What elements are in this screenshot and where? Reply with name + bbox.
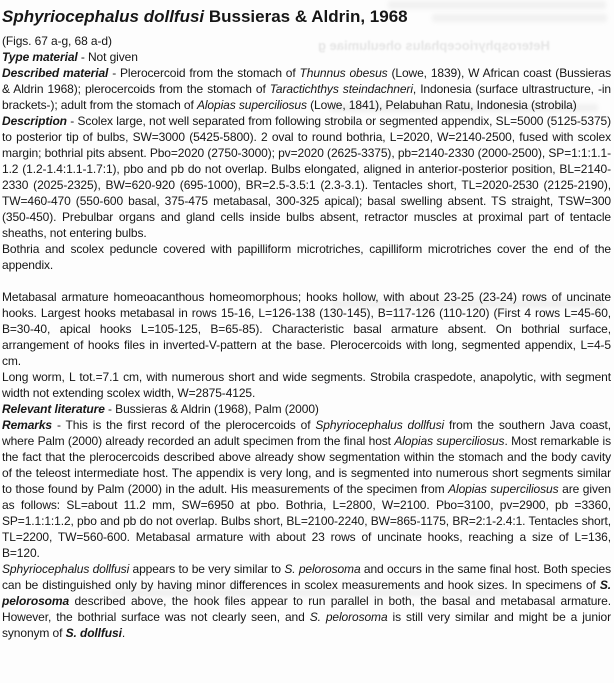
strobila-paragraph — [2, 369, 611, 401]
text-segment: Bussieras & Aldrin, 1968 — [204, 7, 408, 26]
text-segment: described above, the hook files appear to run parallel in both, the basal and metabasal armature. However, the bothrial surface was not clearly seen, and — [2, 594, 611, 624]
type-material — [2, 49, 611, 65]
text-segment: Description — [2, 114, 67, 128]
text-segment: S. pelorosoma — [2, 578, 611, 608]
species-heading — [2, 6, 611, 28]
text-segment: S. dollfusi — [65, 626, 122, 640]
description-paragraph — [2, 113, 611, 241]
text-segment: . — [121, 626, 126, 640]
microtriches-note — [2, 241, 611, 273]
text-segment: (Lowe, 1839), W African coast (Bussieras & Aldrin 1968); plerocercoids from the stomach of — [2, 66, 611, 96]
text-segment: Sphyriocephalus dollfusi — [315, 418, 445, 432]
relevant-literature — [2, 401, 611, 417]
text-segment: Sphyriocephalus dollfusi — [2, 7, 205, 26]
text-segment: Metabasal armature homeoacanthous homeomorphous; hooks hollow, with about 23-25 (23-24) rows of uncinate hooks. Largest hooks metabasal in rows 15-16, L=126-138 (130-145), B=117-126 (110-120) (First 4 rows L=45-60, B=30-40, apical hooks L=105-125, B=65-85). Characteristic basal armature absent. On bothrial surface, arrangement of hooks files in inverted-V-pattern at the base. Plerocercoids with long, segmented appendix, L=4-5 cm. — [2, 290, 611, 368]
text-segment: Alopias superciliosus — [448, 482, 559, 496]
text-segment: Alopias superciliosus — [394, 434, 505, 448]
armature-paragraph — [2, 289, 611, 369]
text-segment: - This is the first record of the plerocercoids of — [52, 418, 316, 432]
text-segment: Bothria and scolex peduncle covered with papilliform microtriches, capilliform microtriches cover the end of the appendix. — [2, 242, 611, 272]
text-segment: - Scolex large, not well separated from following strobila or segmented appendix, SL=5000 (5125-5375) to posterior tip of bulbs, SW=3000 (5425-5800). 2 oval to round bothria, L=2020, W=2140-2500, fused with scolex margin; bothrial pits absent. Pbo=2020 (2750-3000); pv=2020 (2625-3375), pb=2140-2330 (2000-2500), SP=1:1:1.1-1.2 (1.2-1.4:1.1-1.7:1), pbo and pb do not overlap. Bulbs elongated, aligned in anterior-posterior position, BL=2140-2330 (2025-2325), BW=620-920 (695-1000), BR=2.5-3.5:1 (2.3-3.1). Tentacles short, TL=2020-2530 (2125-2190), TW=460-470 (550-600 basal, 375-475 metabasal, 300-325 apical); basal swelling absent. TS straight, TSW=300 (350-450). Prebulbar organs and gland cells inside bulbs absent, retractor muscles at proximal part of tentacle sheaths, not entering bulbs. — [2, 114, 611, 240]
comparison-paragraph — [2, 561, 611, 641]
text-segment: Taractichthys steindachneri — [269, 82, 413, 96]
text-segment: appears to be very similar to — [129, 562, 285, 576]
text-segment: and occurs in the same final host. Both species can be distinguished only by having minor differences in scolex measurements and hook sizes. In specimens of — [2, 562, 611, 592]
text-segment: , Indonesia (surface ultrastructure, -in brackets-); adult from the stomach of — [2, 82, 611, 112]
text-segment: is still very similar and might be a junior synonym of — [2, 610, 611, 640]
text-segment: Type material — [2, 50, 78, 64]
text-segment: are given as follows: SL=about 11.2 mm, SW=6950 at pbo. Bothria, L=2800, W=2100. Pbo=3100, pv=2900, pb =3360, SP=1.1:1:1.2, pbo and pb do not overlap. Bulbs short, BL=2100-2240, BW=865-1175, BR=2:1-2.4:1. Tentacles short, TL=2200, TW=560-600. Metabasal armature with about 23 rows of uncinate hooks, reaching a size of L=136, B=120. — [2, 482, 611, 560]
text-segment: (Lowe, 1841), Pelabuhan Ratu, Indonesia (strobila) — [306, 98, 577, 112]
text-segment: (Figs. 67 a-g, 68 a-d) — [2, 34, 112, 48]
text-segment: S. pelorosoma — [284, 562, 361, 576]
text-segment: - Not given — [77, 50, 138, 64]
remarks-paragraph — [2, 417, 611, 561]
text-segment: Sphyriocephalus dollfusi — [2, 562, 130, 576]
text-segment: S. pelorosoma — [309, 610, 388, 624]
text-segment: Relevant literature — [2, 402, 105, 416]
text-segment: . Most remarkable is the fact that the plerocercoids described above already show segmentation within the stomach and the body cavity of the teleost intermediate host. The appendix is very long, and is segmented into numerous short segments similar to those found by Palm (2000) in the adult. His measurements of the specimen from — [2, 434, 611, 496]
figures-ref — [2, 33, 611, 49]
text-segment: - Plerocercoid from the stomach of — [108, 66, 300, 80]
text-segment: Described material — [2, 66, 109, 80]
described-material — [2, 65, 611, 113]
text-segment: Remarks — [2, 418, 53, 432]
text-segment: from the southern Java coast, where Palm (2000) already recorded an adult specimen from the final host — [2, 418, 611, 448]
text-segment: - Bussieras & Aldrin (1968), Palm (2000) — [104, 402, 319, 416]
text-segment: Thunnus obesus — [299, 66, 388, 80]
text-segment: Long worm, L tot.=7.1 cm, with numerous short and wide segments. Strobila craspedote, anapolytic, with segment width not extending scolex width, W=2875-4125. — [2, 370, 611, 400]
show-through-text: Heterosphyriocephalus oheulumiae g — [318, 38, 550, 53]
text-segment: Alopias superciliosus — [196, 98, 307, 112]
